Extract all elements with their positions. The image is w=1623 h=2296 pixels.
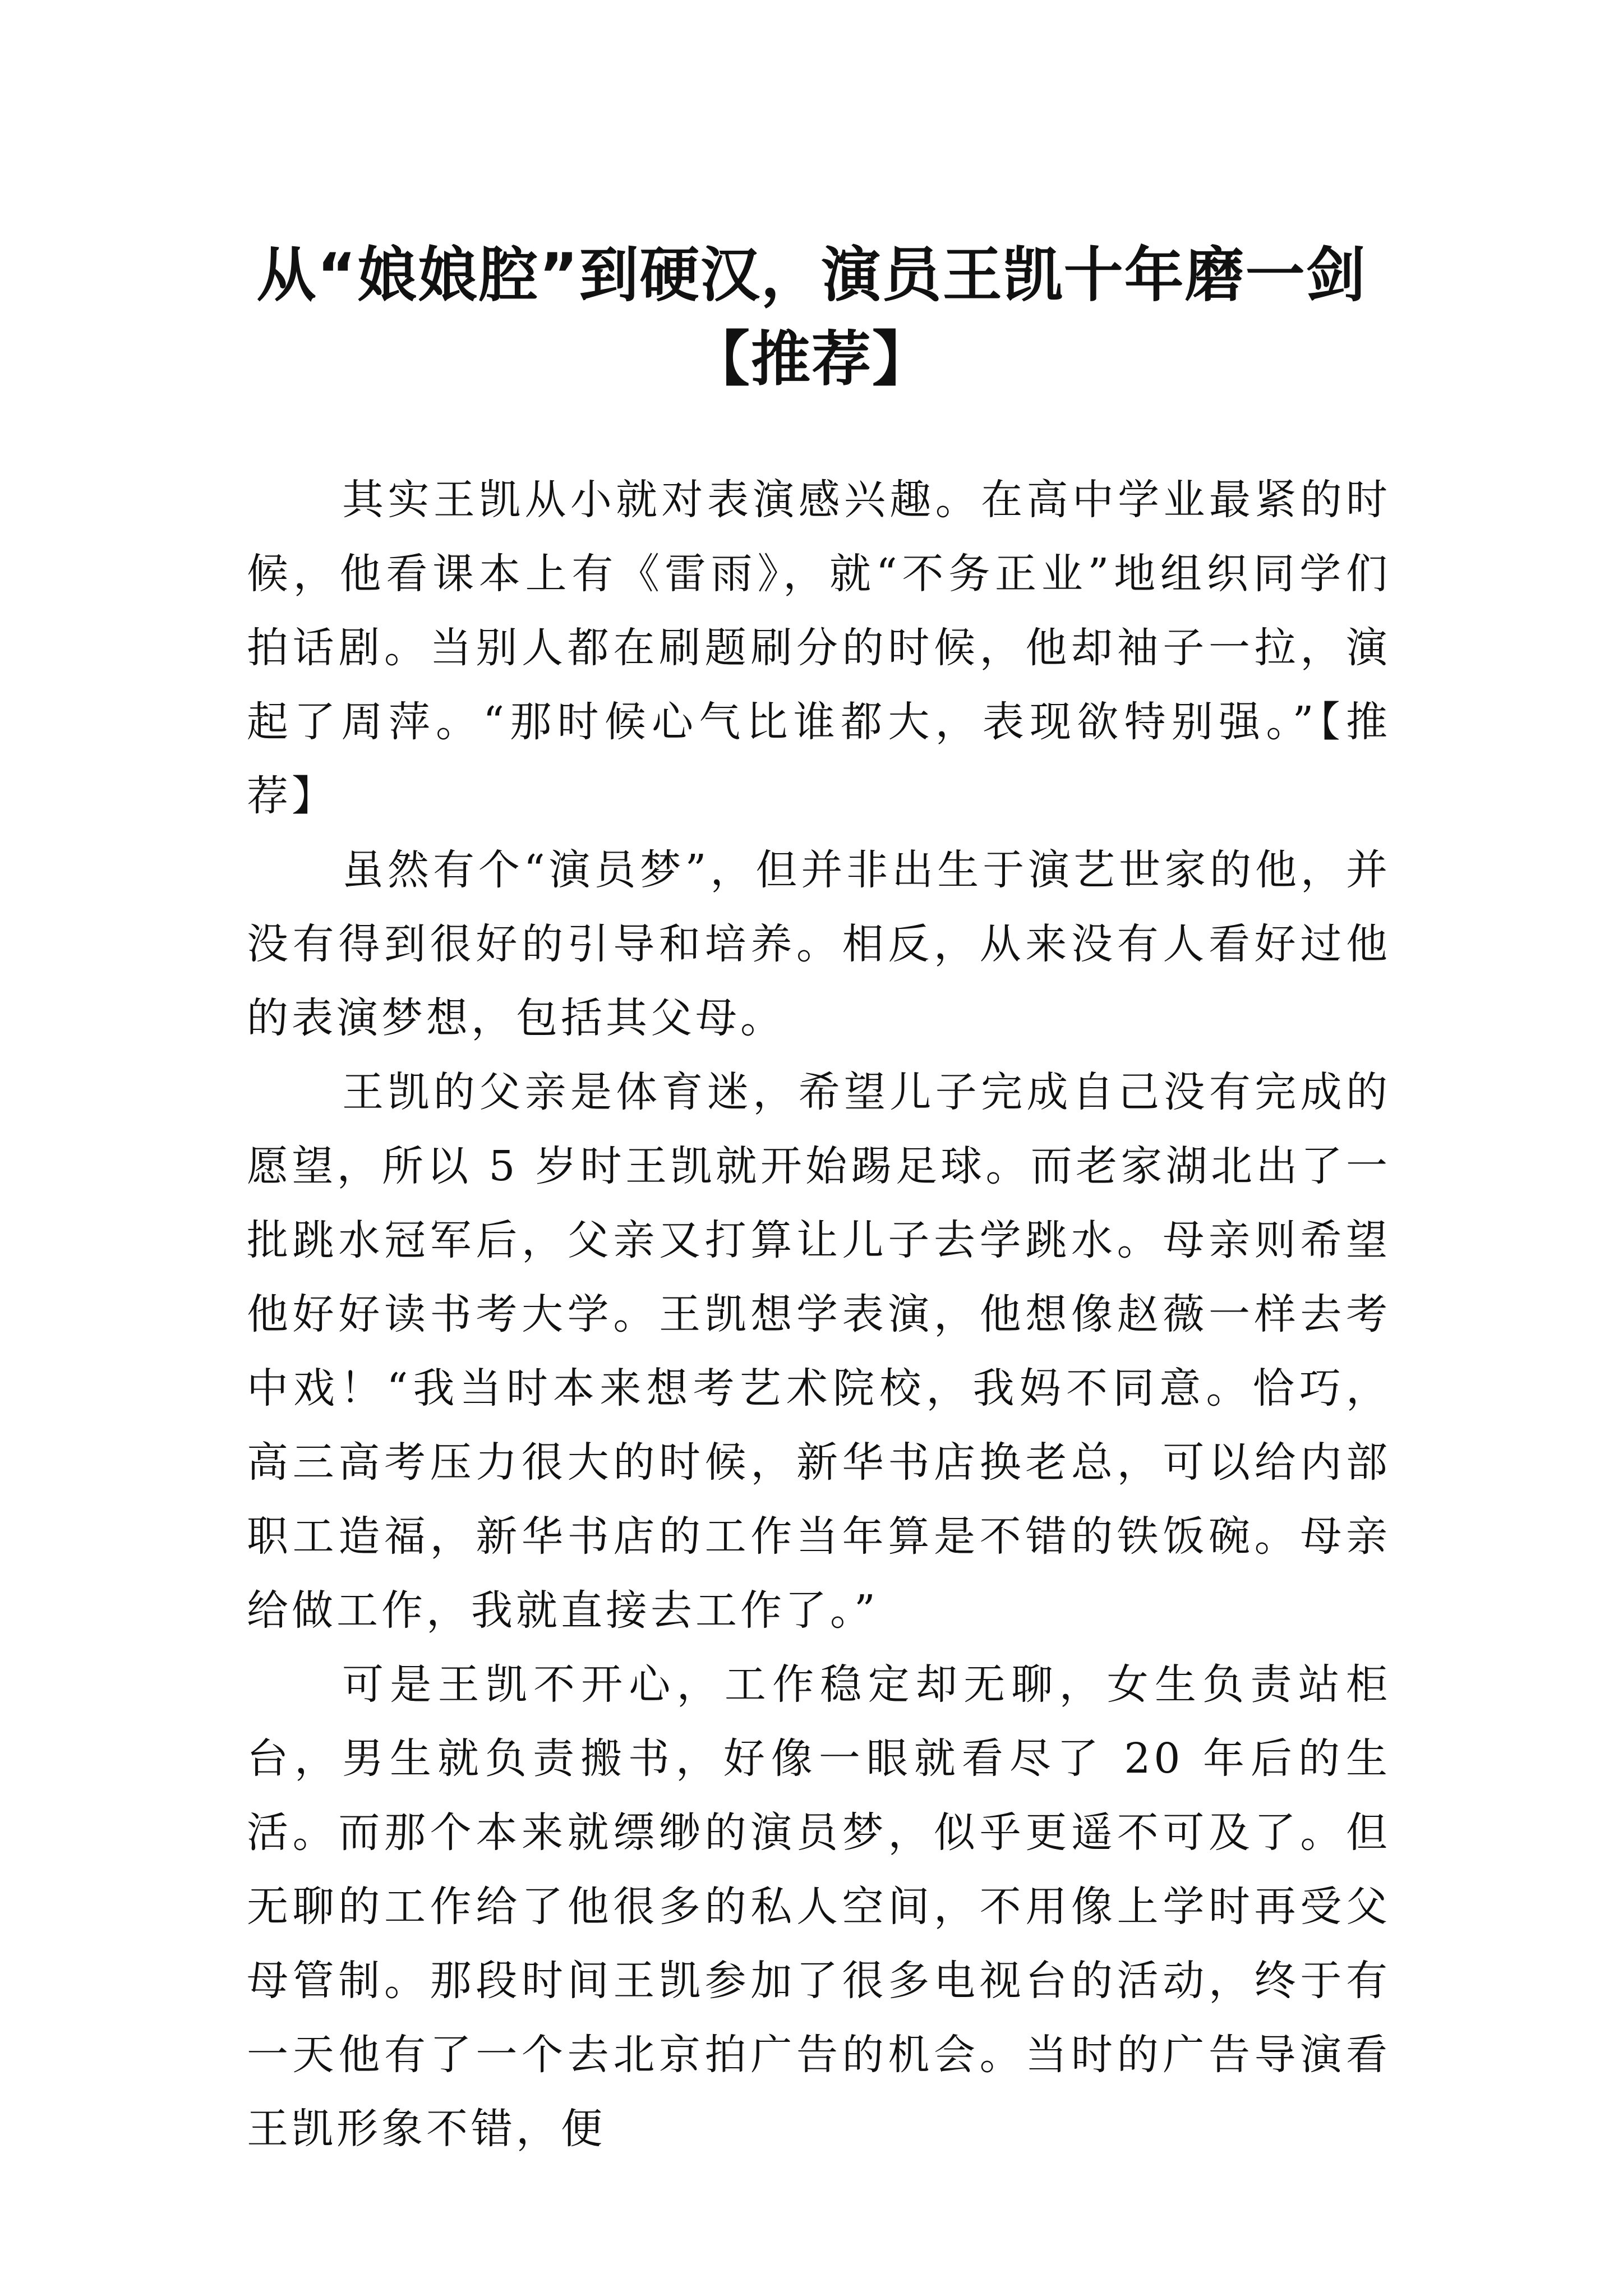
article-body <box>247 463 1391 2166</box>
paragraph-3: 王凯的父亲是体育迷，希望儿子完成自己没有完成的愿望，所以 5 岁时王凯就开始踢足球。而老家湖北出了一批跳水冠军后，父亲又打算让儿子去学跳水。母亲则希望他好好读书考大学。王凯想学表演，他想像赵薇一样去考中戏！“我当时本来想考艺术院校，我妈不同意。恰巧，高三高考压力很大的时候，新华书店换老总，可以给内部职工造福，新华书店的工作当年算是不错的铁饭碗。母亲给做工作，我就直接去工作了。” <box>247 1068 1391 1635</box>
document-title <box>168 233 1455 402</box>
paragraph-4: 可是王凯不开心，工作稳定却无聊，女生负责站柜台，男生就负责搬书，好像一眼就看尽了 20 年后的生活。而那个本来就缥缈的演员梦，似乎更遥不可及了。但无聊的工作给了他很多的私人空间，不用像上学时再受父母管制。那段时间王凯参加了很多电视台的活动，终于有一天他有了一个去北京拍广告的机会。当时的广告导演看王凯形象不错，便 <box>247 1660 1391 2153</box>
title-line-2: 【推荐】 <box>690 325 933 394</box>
paragraph-2: 虽然有个“演员梦”，但并非出生于演艺世家的他，并没有得到很好的引导和培养。相反，从来没有人看好过他的表演梦想，包括其父母。 <box>247 846 1391 1042</box>
title-line-1: 从“娘娘腔”到硬汉，演员王凯十年磨一剑 <box>256 241 1367 310</box>
paragraph-1: 其实王凯从小就对表演感兴趣。在高中学业最紧的时候，他看课本上有《雷雨》，就“不务正业”地组织同学们拍话剧。当别人都在刷题刷分的时候，他却袖子一拉，演起了周萍。“那时候心气比谁都大，表现欲特别强。”【推荐】 <box>247 476 1391 820</box>
